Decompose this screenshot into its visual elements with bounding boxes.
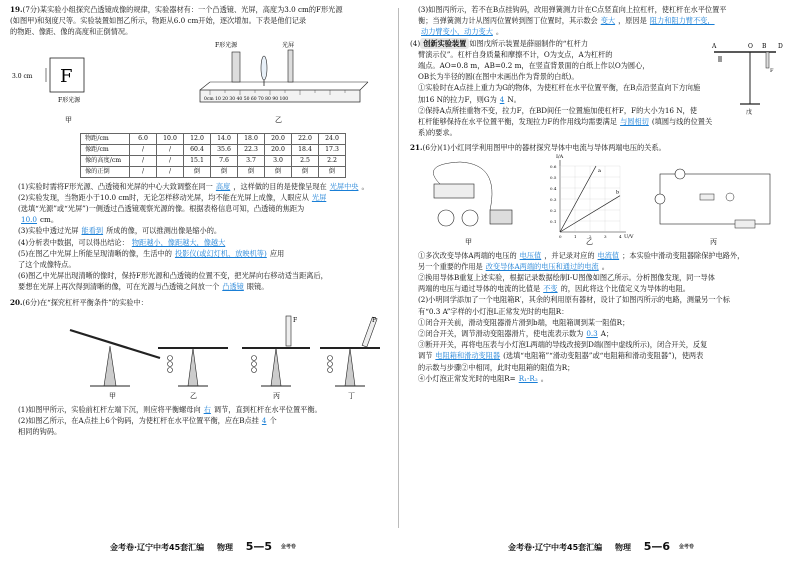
y-tick-label: 0.6 xyxy=(550,163,557,169)
answer: 能看到 xyxy=(81,226,104,236)
right-page xyxy=(410,4,788,384)
q19-part6b: 要想在光屏上再次得到清晰的像，可在光源与凸透镜之间放一个 凸透镜 眼镜。 xyxy=(18,282,269,292)
q19-part2b: (选填“光源”或“光屏”)一侧透过凸透镜观察光源的像。根据表格信息可知，凸透镜的焦距为 xyxy=(18,204,305,214)
q19-part3: (3)实验中透过光屏 能看到 所成的像，可以推测出像是缩小的。 xyxy=(18,226,222,236)
answer: 4 xyxy=(261,416,267,426)
y-tick-label: 0.3 xyxy=(550,196,557,202)
series-label-b: b xyxy=(616,189,620,196)
fig-label-bing: 丙 xyxy=(273,391,280,400)
x-tick-label: 3 xyxy=(604,233,607,239)
q20-part4-line: 系)的要求。 xyxy=(418,128,457,138)
svg-text:F: F xyxy=(770,67,774,74)
answer: R₁-R₂ xyxy=(518,373,538,383)
q19-part5b: 了这个成像特点。 xyxy=(18,260,76,270)
left-page xyxy=(10,4,386,437)
table-cell: 3.0 xyxy=(265,155,292,166)
circuit xyxy=(660,174,770,224)
fig-label-yi: 乙 xyxy=(190,391,197,400)
row-header: 像的正倒 xyxy=(81,166,130,177)
footer-left xyxy=(110,540,296,553)
table-cell: 6.0 xyxy=(130,133,157,144)
f-shape: F xyxy=(60,65,73,87)
q19-figure xyxy=(10,38,386,130)
svg-text:O: O xyxy=(748,42,753,50)
table-cell: / xyxy=(130,166,157,177)
q20-part1: (1)如图甲所示，实验前杠杆左端下沉，则应将平衡螺母向 右 调节，直到杠杆在水平位置平衡。 xyxy=(18,404,322,414)
q21-part3: (2)小明同学添加了一个电阻箱R′，其余的利用原有器材，设计了如图丙所示的电路，测量另一个标 xyxy=(418,295,730,305)
q21-step2: ②闭合开关，调节滑动变阻器滑片，使电流表示数为 0.3 A； xyxy=(418,329,614,339)
q21-step4: ④小灯泡正常发光时的电阻R= R₁-R₂ 。 xyxy=(418,373,548,383)
q20-part3c: 动力臂变小，动力变大 。 xyxy=(410,26,788,37)
rheostat xyxy=(434,184,474,198)
y-tick-label: 0.1 xyxy=(550,218,557,224)
table-cell: 20.0 xyxy=(265,144,292,155)
answer: 投影仪(或幻灯机、放映机等) xyxy=(174,248,267,258)
table-row xyxy=(81,166,346,177)
table-cell: / xyxy=(157,166,184,177)
q19-data-table xyxy=(80,133,346,178)
x-tick-label: 2 xyxy=(589,233,592,239)
table-cell: 3.7 xyxy=(238,155,265,166)
q20-part4-line: 杠杆能够保持在水平位置平衡，发现拉力F的作用线均需要满足 与圆相切 (填圆与线的位置关 xyxy=(418,117,713,127)
q20-part2b: 相同的钩码。 xyxy=(18,427,62,437)
table-cell: 倒 xyxy=(319,166,346,177)
q20-part4-line: 端点。AO=0.8 m，AB=0.2 m，在竖直背景面的白纸上作以O为圆心， xyxy=(418,61,650,71)
answer: 与圆相切 xyxy=(620,117,649,127)
table-cell: / xyxy=(130,144,157,155)
table-cell: 10.0 xyxy=(157,133,184,144)
table-cell: / xyxy=(157,144,184,155)
answer: 变大 xyxy=(600,16,616,26)
bulb-icon xyxy=(726,193,734,201)
q20-part4-line: 加16 N的拉力F，则G为 4 N。 xyxy=(418,94,521,104)
series-label-a: a xyxy=(598,167,601,174)
fig-label-jia: 甲 xyxy=(109,391,116,400)
table-cell: 17.3 xyxy=(319,144,346,155)
q20-figure xyxy=(10,308,386,404)
q20-part4-line: (4) 创新实验装置 如图戊所示装置是薛丽制作的“杠杆力 xyxy=(410,38,589,48)
footer-title: 金考卷·辽宁中考45套汇编 xyxy=(110,543,205,552)
q19-stem-line: (7分)某实验小组探究凸透镜成像的规律，实验器材有：一个凸透镜、光屏，高度为3.0 cm的F形光源 xyxy=(22,5,343,14)
answer: 电压值 xyxy=(519,250,542,260)
answer: 4 xyxy=(499,94,505,104)
source-label: F形光源 xyxy=(215,41,238,49)
table-cell: / xyxy=(130,155,157,166)
table-cell: 20.0 xyxy=(265,133,292,144)
q21-step3: ③断开开关，再将电压表与小灯泡L两端的导线改接到D端(图中虚线所示)，闭合开关，反复 xyxy=(418,340,708,350)
q19-stem-line: (如图甲)和刻度尺等。实验装置如图乙所示，物距从6.0 cm开始，逐次增加。下表是他们记录 xyxy=(10,16,307,26)
answer: 电流值 xyxy=(597,250,620,260)
answer: 阻力和阻力臂不变， xyxy=(649,16,715,26)
answer: 改变导体A两端的电压和通过的电流 xyxy=(485,261,599,271)
q20-part4-line: ②保持A点所挂重物不变，拉力F，在BD间任一位置施加使杠杆F，F的大小为16 N，使 xyxy=(418,105,697,115)
innovation-badge: 创新实验装置 xyxy=(420,38,469,49)
table-row xyxy=(81,155,346,166)
table-cell: 倒 xyxy=(211,166,238,177)
q21-part2: ②换用导体B重复上述实验，根据记录数据绘制I-U图像如图乙所示。分析图像发现，同一导体 xyxy=(418,273,715,283)
fig-label-yi: 乙 xyxy=(586,237,593,246)
y-tick-label: 0.5 xyxy=(550,174,557,180)
footer-subject: 物理 xyxy=(614,543,631,552)
fig-label-ding: 丁 xyxy=(348,391,355,400)
table-cell: 22.3 xyxy=(238,144,265,155)
fig-label-bing: 丙 xyxy=(710,237,717,246)
q20-part4 xyxy=(410,38,788,139)
page-number: 5—6 xyxy=(643,540,671,553)
row-header: 像距/cm xyxy=(81,144,130,155)
row-header: 物距/cm xyxy=(81,133,130,144)
page-number: 5—5 xyxy=(245,540,273,553)
footer-right xyxy=(508,540,694,553)
q21-part1b: 另一个重要的作用是 改变导体A两端的电压和通过的电流 。 xyxy=(418,261,609,271)
x-tick-label: 4 xyxy=(619,233,622,239)
q21-part1: ①多次改变导体A两端的电压的 电压值 ，并记录对应的 电流值 ；本实验中滑动变阻器除保护电路外， xyxy=(418,250,745,260)
table-cell: 2.2 xyxy=(319,155,346,166)
answer: 光屏 xyxy=(311,192,327,202)
light-screen xyxy=(288,50,293,82)
screen-label: 光屏 xyxy=(282,41,295,49)
answer: 动力臂变小，动力变大 xyxy=(421,27,493,37)
table-cell: 35.6 xyxy=(211,144,238,155)
table-cell: 18.4 xyxy=(292,144,319,155)
logo-icon: 金考卷 xyxy=(280,544,296,550)
answer: 光屏中央 xyxy=(329,181,359,191)
svg-text:D: D xyxy=(778,42,783,50)
table-cell: 12.0 xyxy=(184,133,211,144)
q21-part3b: 有“0.3 A”字样的小灯泡L正常发光时的电阻R： xyxy=(418,306,569,316)
question-number: 20. xyxy=(10,297,23,307)
spring-scale xyxy=(286,316,291,346)
svg-text:F: F xyxy=(293,316,298,324)
battery xyxy=(490,210,512,224)
q21-step1: ①闭合开关前，滑动变阻器滑片滑到b端，电阻箱调到某一阻值R； xyxy=(418,317,630,327)
slider-rheostat xyxy=(735,220,755,228)
answer: 不变 xyxy=(543,284,558,294)
answer: 物距越小，像距越大，像越大 xyxy=(131,237,226,247)
question-number: 21. xyxy=(410,143,423,153)
svg-text:戊: 戊 xyxy=(746,108,753,116)
svg-text:B: B xyxy=(762,42,767,50)
lever-demo-figure xyxy=(710,38,788,116)
svg-text:F: F xyxy=(372,316,377,324)
answer: 凸透镜 xyxy=(222,282,244,292)
table-cell: / xyxy=(157,155,184,166)
q19-part2: (2)实验发现，当物距小于10.0 cm时，无论怎样移动光屏，均不能在光屏上成像，人眼应从 光屏 xyxy=(10,192,386,203)
q21-step3b: 调节 电阻箱和滑动变阻器 (选填“电阻箱”“滑动变阻器”或“电阻箱和滑动变阻器”)，使两表 xyxy=(418,351,704,361)
q21-figure xyxy=(410,154,788,250)
ruler-label: 0cm 10 20 30 40 50 60 70 80 90 100 xyxy=(204,96,289,102)
row-header: 像的高度/cm xyxy=(81,155,130,166)
fig-label-yi: 乙 xyxy=(275,115,282,124)
q20-part4-line: ①实验时在A点挂上重力为G的物体，为使杠杆在水平位置平衡，在B点沿竖直向下方向施 xyxy=(418,83,701,93)
q20-part4-line: 臂演示仪”。杠杆自身质量和摩擦不计，O为支点，A为杠杆的 xyxy=(418,49,613,59)
svg-text:A: A xyxy=(712,42,717,50)
height-label: 3.0 cm xyxy=(12,72,33,80)
y-tick-label: 0.2 xyxy=(550,207,557,213)
voltmeter-icon xyxy=(462,210,478,226)
lever-jia xyxy=(70,330,160,358)
x-tick-label: 1 xyxy=(574,233,577,239)
q19-stem xyxy=(10,4,386,15)
q19-part4: (4)分析表中数据，可以得出结论： 物距越小，像距越大，像越大 xyxy=(10,237,386,248)
table-cell: 倒 xyxy=(238,166,265,177)
answer: 电阻箱和滑动变阻器 xyxy=(435,351,501,361)
light-source xyxy=(232,52,240,82)
table-row xyxy=(81,133,346,144)
q19-part5: (5)在图乙中光屏上所能呈现清晰的像，生活中的 投影仪(或幻灯机、放映机等) 应用 xyxy=(18,248,285,258)
table-cell: 60.4 xyxy=(184,144,211,155)
table-cell: 22.0 xyxy=(292,133,319,144)
source-caption: F形光源 xyxy=(58,96,81,104)
x-axis-label: U/V xyxy=(624,233,634,240)
answer: 10.0 xyxy=(21,215,38,225)
q21-part2b: 两端的电压与通过导体的电流的比值是 不变 的，因此将这个比值定义为导体的电阻。 xyxy=(418,284,690,294)
iu-graph xyxy=(550,154,634,240)
answer: 右 xyxy=(203,404,211,414)
convex-lens xyxy=(261,56,267,80)
q20-part3b: 衡；当弹簧测力计从图丙位置转到图丁位置时，其示数会 变大 ，原因是 阻力和阻力臂不变， xyxy=(410,15,788,26)
table-cell: 2.5 xyxy=(292,155,319,166)
table-cell: 7.6 xyxy=(211,155,238,166)
footer-subject: 物理 xyxy=(216,543,233,552)
ammeter-icon xyxy=(438,210,454,226)
logo-icon: 金考卷 xyxy=(678,544,694,550)
answer: 0.3 xyxy=(586,329,598,339)
resistance-box xyxy=(700,194,714,200)
table-row xyxy=(81,144,346,155)
q20-stem: 20.(6分)在“探究杠杆平衡条件”的实验中： xyxy=(10,297,148,307)
x-tick-label: 0 xyxy=(559,233,562,239)
q20-part2: (2)如图乙所示，在A点挂上6个钩码，为使杠杆在水平位置平衡，应在B点挂 4 个 xyxy=(18,416,277,426)
q21-step3c: 的示数与步骤②中相同，此时电阻箱的阻值为R； xyxy=(418,362,575,372)
question-number: 19. xyxy=(10,5,23,14)
y-tick-label: 0.4 xyxy=(550,185,557,191)
q20-part3: (3)如图丙所示，若不在B点挂钩码，改用弹簧测力计在C点竖直向上拉杠杆，使杠杆在水平位置平 xyxy=(418,5,727,14)
footer-title: 金考卷·辽宁中考45套汇编 xyxy=(508,543,603,552)
table-cell: 24.0 xyxy=(319,133,346,144)
answer: 高度 xyxy=(215,181,231,191)
q19-part2c: 10.0 cm。 xyxy=(10,214,386,225)
q19-part6: (6)图乙中光屏出现清晰的像时，保持F形光源和凸透镜的位置不变，把光屏向右移动适当距离后， xyxy=(18,271,328,281)
page-divider xyxy=(398,8,399,528)
q20-part4-line: OB长为半径的圆(在图中未画出作为背景的白纸)。 xyxy=(418,72,579,82)
table-cell: 倒 xyxy=(184,166,211,177)
table-cell: 倒 xyxy=(265,166,292,177)
fig-label-jia: 甲 xyxy=(65,115,72,124)
table-cell: 18.0 xyxy=(238,133,265,144)
table-cell: 15.1 xyxy=(184,155,211,166)
q19-part1: (1)实验时需将F形光源、凸透镜和光屏的中心大致调整在同一 高度 ，这样做的目的是使像呈现在 光屏中央 。 xyxy=(18,181,369,191)
q21-stem: 21.(6分)(1)小红同学利用图甲中的器材探究导体中电流与导体两端电压的关系。 xyxy=(410,143,666,153)
q19-stem-line: 的物距、像距、像的高度和正倒情况。 xyxy=(10,27,133,37)
fig-label-jia: 甲 xyxy=(465,237,472,246)
table-cell: 倒 xyxy=(292,166,319,177)
ammeter-icon xyxy=(655,194,665,204)
y-axis-label: I/A xyxy=(556,153,564,160)
voltmeter-icon xyxy=(675,169,685,179)
table-cell: 14.0 xyxy=(211,133,238,144)
